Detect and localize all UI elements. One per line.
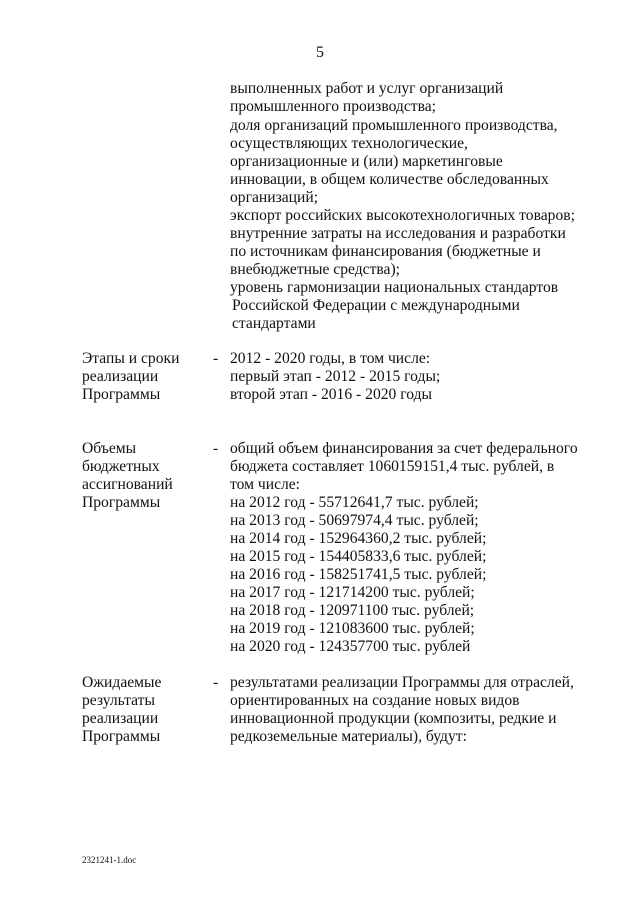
intro-line: инновации, в общем количестве обследованных (230, 171, 549, 188)
section-results-text: редкоземельные материалы), будут: (230, 728, 467, 745)
budget-year-line: на 2013 год - 50697974,4 тыс. рублей; (230, 512, 479, 529)
section-results-label: результаты (82, 692, 155, 709)
section-budget-label: бюджетных (82, 458, 160, 475)
intro-line: уровень гармонизации национальных стандартов (230, 279, 559, 296)
section-results-label: Ожидаемые (82, 674, 162, 691)
intro-line: доля организаций промышленного производства, (230, 117, 558, 134)
page-number: 5 (316, 44, 324, 61)
intro-line: стандартами (232, 315, 316, 332)
section-dash: - (213, 440, 219, 457)
budget-year-line: на 2019 год - 121083600 тыс. рублей; (230, 620, 475, 637)
budget-year-line: на 2015 год - 154405833,6 тыс. рублей; (230, 548, 487, 565)
section-results-text: инновационной продукции (композиты, редкие и (230, 710, 557, 727)
section-stages-text: второй этап - 2016 - 2020 годы (230, 386, 432, 403)
section-stages-text: первый этап - 2012 - 2015 годы; (230, 368, 441, 385)
intro-line: промышленного производства; (230, 98, 437, 115)
section-dash: - (213, 674, 219, 691)
intro-line: по источникам финансирования (бюджетные и (230, 243, 541, 260)
section-dash: - (213, 350, 219, 367)
intro-line: организационные и (или) маркетинговые (230, 153, 503, 170)
intro-line: выполненных работ и услуг организаций (230, 80, 504, 97)
section-stages-text: 2012 - 2020 годы, в том числе: (230, 350, 431, 367)
footer-doc-id: 2321241-1.doc (82, 855, 137, 865)
budget-year-line: на 2016 год - 158251741,5 тыс. рублей; (230, 566, 487, 583)
section-results-label: реализации (82, 710, 159, 727)
section-results-label: Программы (82, 728, 161, 745)
budget-year-line: на 2012 год - 55712641,7 тыс. рублей; (230, 494, 479, 511)
section-stages-label: реализации (82, 368, 159, 385)
section-budget-text: том числе: (230, 476, 301, 493)
intro-line: осуществляющих технологические, (230, 135, 468, 152)
intro-line: внутренние затраты на исследования и разработки (230, 225, 566, 242)
budget-year-line: на 2017 год - 121714200 тыс. рублей; (230, 584, 475, 601)
budget-year-line: на 2014 год - 152964360,2 тыс. рублей; (230, 530, 487, 547)
section-results-text: результатами реализации Программы для отраслей, (230, 674, 574, 691)
budget-year-line: на 2020 год - 124357700 тыс. рублей (230, 638, 471, 655)
section-stages-label: Этапы и сроки (82, 350, 180, 367)
section-budget-text: общий объем финансирования за счет федерального (230, 440, 578, 457)
section-results-text: ориентированных на создание новых видов (230, 692, 520, 709)
section-stages-label: Программы (82, 386, 161, 403)
budget-year-line: на 2018 год - 120971100 тыс. рублей; (230, 602, 475, 619)
intro-line: экспорт российских высокотехнологичных товаров; (230, 207, 575, 224)
section-budget-label: Объемы (82, 440, 137, 457)
intro-line: организаций; (230, 189, 319, 206)
section-budget-label: Программы (82, 494, 161, 511)
section-budget-text: бюджета составляет 1060159151,4 тыс. рублей, в (230, 458, 555, 475)
section-budget-label: ассигнований (82, 476, 173, 493)
intro-line: внебюджетные средства); (230, 261, 401, 278)
intro-line: Российской Федерации с международными (232, 297, 520, 314)
